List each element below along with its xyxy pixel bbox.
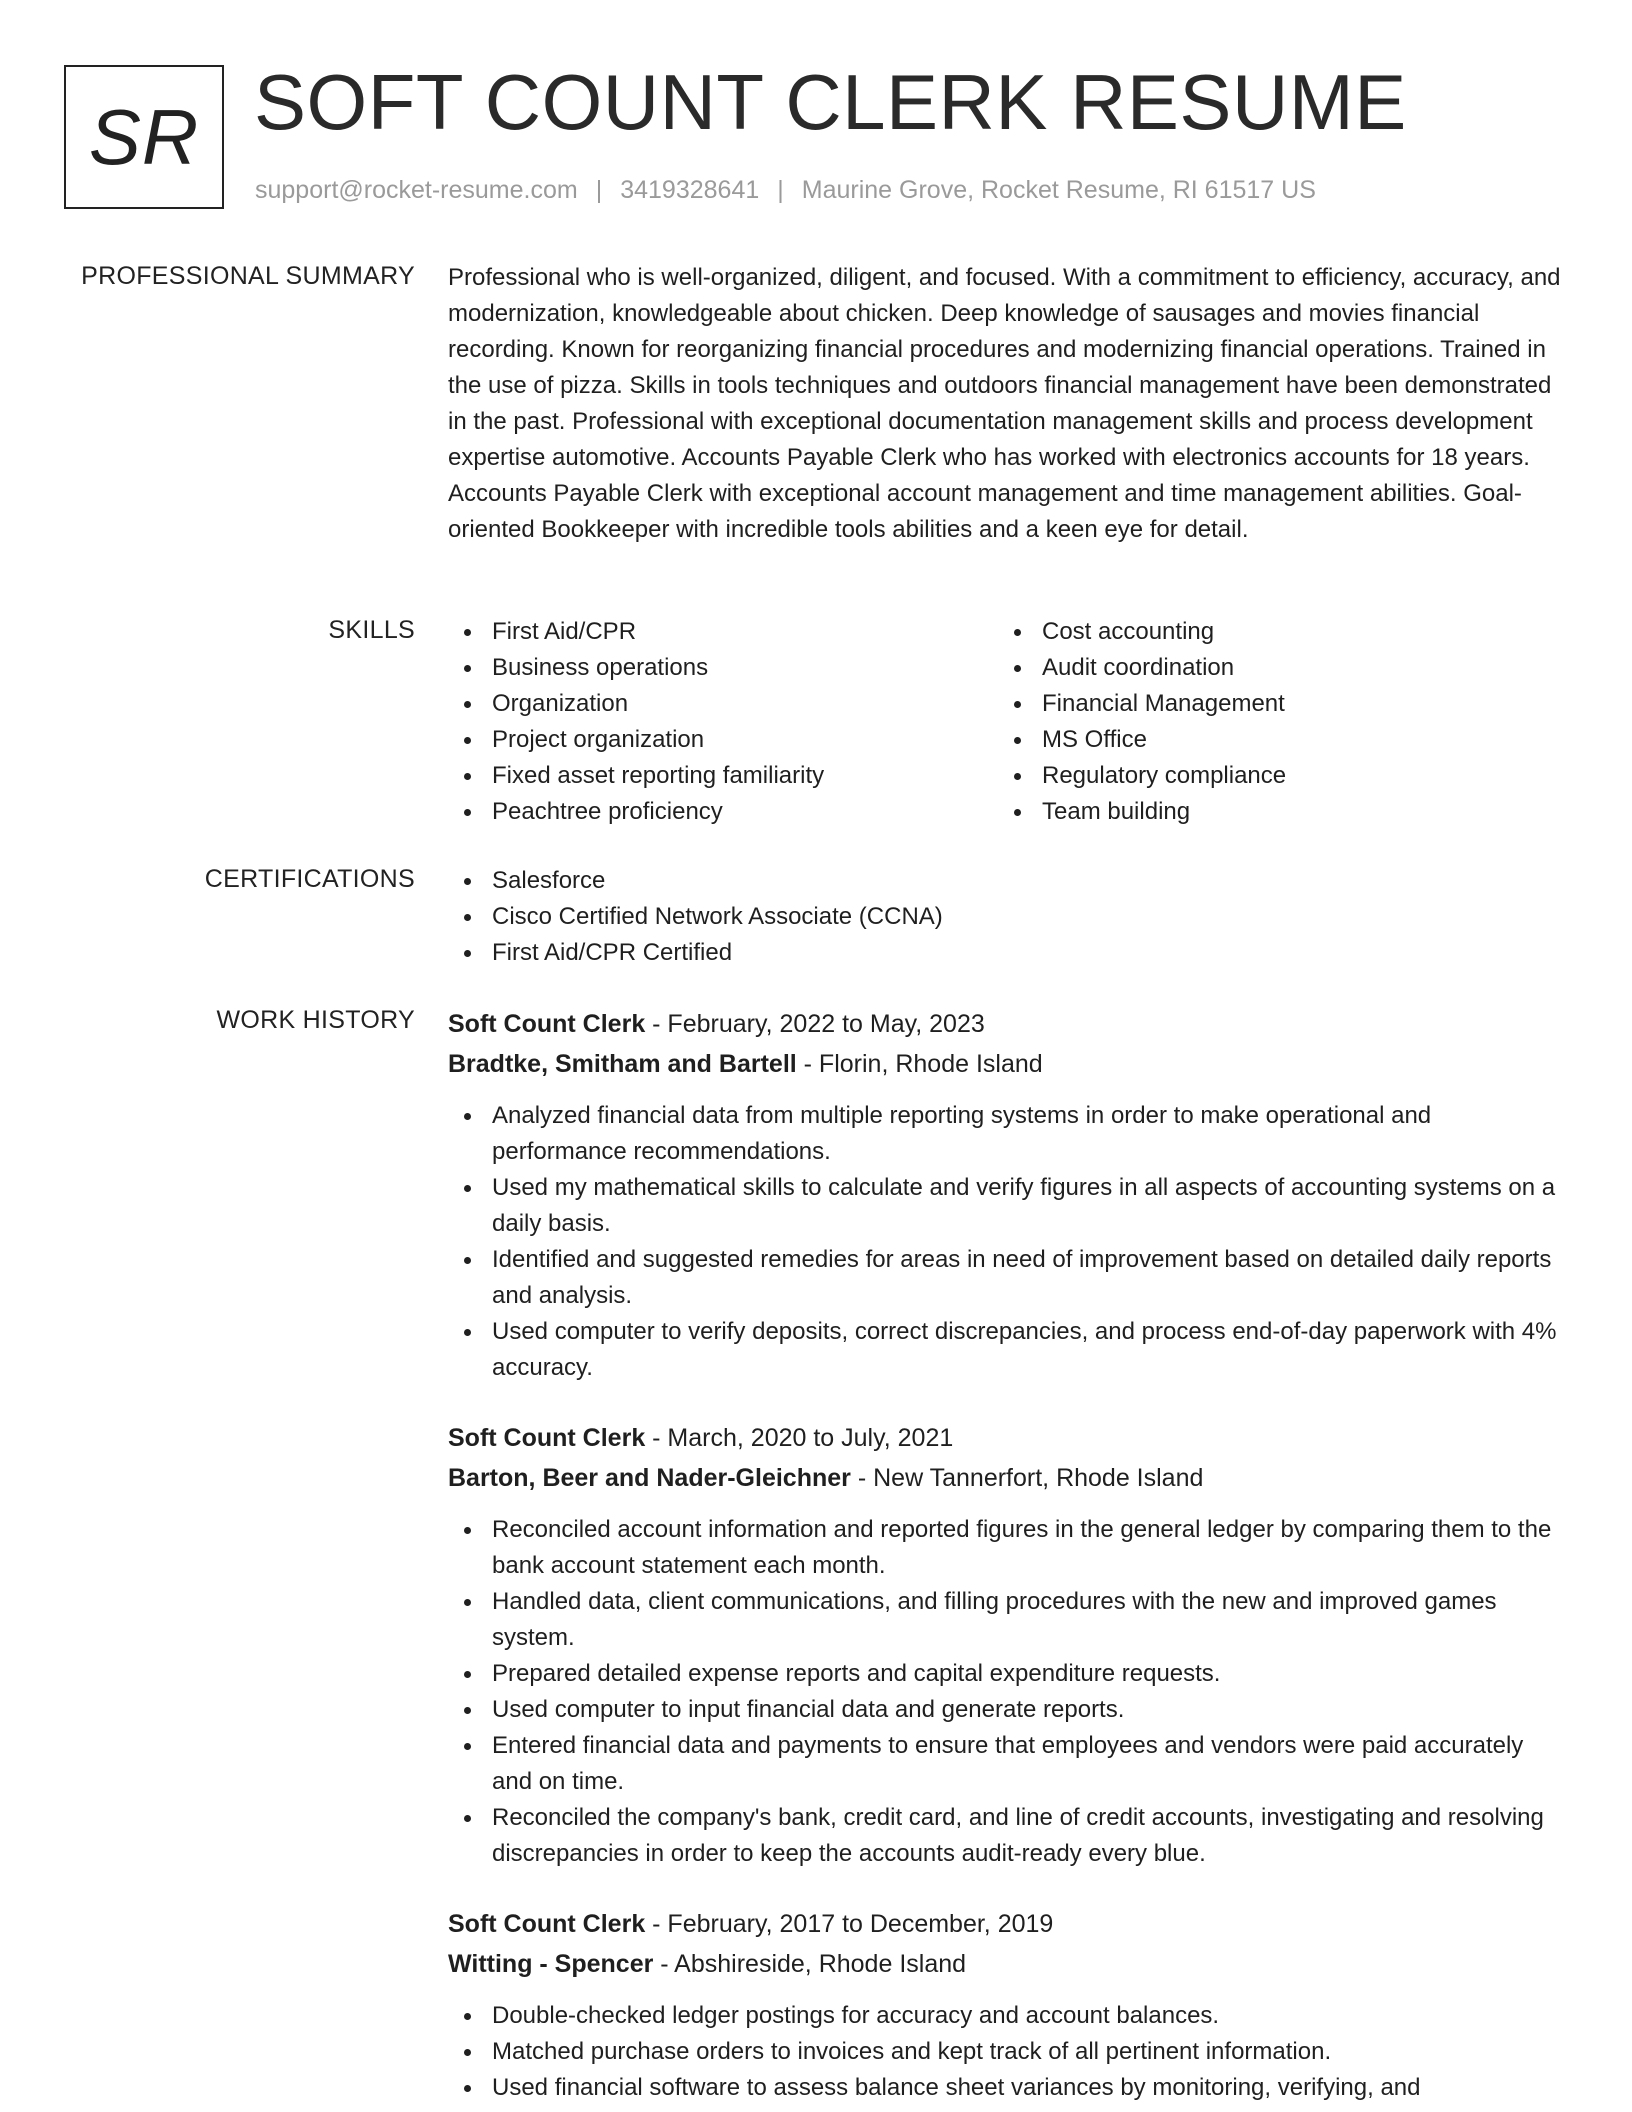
job-location: - Abshireside, Rhode Island xyxy=(653,1950,967,1978)
job-company-line xyxy=(448,1458,1568,1498)
contact-separator: | xyxy=(595,176,603,204)
job-bullet: Reconciled account information and reported figures in the general ledger by comparing them to the bank account statement each month. xyxy=(448,1512,1568,1584)
skill-item: Cost accounting xyxy=(998,614,1548,650)
section-label-summary: PROFESSIONAL SUMMARY xyxy=(81,262,415,290)
contact-phone[interactable]: 3419328641 xyxy=(620,176,760,204)
job-bullet: Prepared detailed expense reports and capital expenditure requests. xyxy=(448,1656,1568,1692)
job-company: Barton, Beer and Nader-Gleichner xyxy=(448,1464,851,1492)
skill-item: Organization xyxy=(448,686,998,722)
summary-text: Professional who is well-organized, diligent, and focused. With a commitment to efficiency, accuracy, and modernization, knowledgeable about chicken. Deep knowledge of sausages and movies financial recording. Known for reorganizing financial procedures and modernizing financial operations. Trained in the use of pizza. Skills in tools techniques and outdoors financial management have been demonstrated in the past. Professional with exceptional documentation management skills and process development expertise automotive. Accounts Payable Clerk who has worked with electronics accounts for 18 years. Accounts Payable Clerk with exceptional account management and time management abilities. Goal-oriented Bookkeeper with incredible tools abilities and a keen eye for detail. xyxy=(448,264,1561,543)
job-entry xyxy=(448,1904,1568,2106)
job-title-line xyxy=(448,1418,1568,1458)
skill-item: Financial Management xyxy=(998,686,1548,722)
job-bullet: Analyzed financial data from multiple reporting systems in order to make operational and performance recommendations. xyxy=(448,1098,1568,1170)
certifications-list xyxy=(448,863,1568,971)
job-bullet: Used financial software to assess balance sheet variances by monitoring, verifying, and xyxy=(448,2070,1568,2106)
contact-address: Maurine Grove, Rocket Resume, RI 61517 US xyxy=(801,176,1316,204)
job-title-line xyxy=(448,1004,1568,1044)
skill-item: Fixed asset reporting familiarity xyxy=(448,758,998,794)
skill-item: Team building xyxy=(998,794,1548,830)
job-dates: - February, 2017 to December, 2019 xyxy=(645,1910,1054,1938)
job-dates: - February, 2022 to May, 2023 xyxy=(645,1010,985,1038)
job-bullet: Used computer to verify deposits, correct discrepancies, and process end-of-day paperwork with 4% accuracy. xyxy=(448,1314,1568,1386)
job-bullets xyxy=(448,1998,1568,2106)
job-bullet: Handled data, client communications, and filling procedures with the new and improved games system. xyxy=(448,1584,1568,1656)
certification-item: Cisco Certified Network Associate (CCNA) xyxy=(448,899,1568,935)
job-bullet: Used computer to input financial data and generate reports. xyxy=(448,1692,1568,1728)
skill-item: MS Office xyxy=(998,722,1548,758)
section-label-skills: SKILLS xyxy=(328,616,415,644)
job-bullet: Entered financial data and payments to ensure that employees and vendors were paid accurately and on time. xyxy=(448,1728,1568,1800)
job-title: Soft Count Clerk xyxy=(448,1910,646,1938)
job-entry xyxy=(448,1004,1568,1386)
certification-item: Salesforce xyxy=(448,863,1568,899)
job-company: Witting - Spencer xyxy=(448,1950,654,1978)
resume-title: SOFT COUNT CLERK RESUME xyxy=(254,58,1407,146)
job-bullet: Identified and suggested remedies for areas in need of improvement based on detailed daily reports and analysis. xyxy=(448,1242,1568,1314)
job-bullet: Matched purchase orders to invoices and kept track of all pertinent information. xyxy=(448,2034,1568,2070)
skill-item: Audit coordination xyxy=(998,650,1548,686)
skill-item: Business operations xyxy=(448,650,998,686)
skills-list-left xyxy=(448,614,998,830)
job-company: Bradtke, Smitham and Bartell xyxy=(448,1050,797,1078)
job-title: Soft Count Clerk xyxy=(448,1010,646,1038)
monogram-box xyxy=(64,65,224,209)
monogram-initials: SR xyxy=(88,92,200,181)
job-dates: - March, 2020 to July, 2021 xyxy=(645,1424,954,1452)
contact-line xyxy=(255,176,1316,205)
contact-separator: | xyxy=(777,176,784,204)
work-history-list xyxy=(448,1004,1568,2112)
certification-item: First Aid/CPR Certified xyxy=(448,935,1568,971)
skill-item: Regulatory compliance xyxy=(998,758,1548,794)
skill-item: Project organization xyxy=(448,722,998,758)
job-company-line xyxy=(448,1044,1568,1084)
job-bullet: Used my mathematical skills to calculate and verify figures in all aspects of accounting systems on a daily basis. xyxy=(448,1170,1568,1242)
job-company-line xyxy=(448,1944,1568,1984)
job-title: Soft Count Clerk xyxy=(448,1424,646,1452)
job-location: - New Tannerfort, Rhode Island xyxy=(850,1464,1204,1492)
skill-item: First Aid/CPR xyxy=(448,614,998,650)
section-label-work-history: WORK HISTORY xyxy=(216,1006,415,1034)
job-title-line xyxy=(448,1904,1568,1944)
job-bullets xyxy=(448,1512,1568,1872)
job-entry xyxy=(448,1418,1568,1872)
job-bullet: Double-checked ledger postings for accuracy and account balances. xyxy=(448,1998,1568,2034)
job-bullet: Reconciled the company's bank, credit card, and line of credit accounts, investigating and resolving discrepancies in order to keep the accounts audit-ready every blue. xyxy=(448,1800,1568,1872)
skills-list-right xyxy=(998,614,1548,830)
contact-email[interactable]: support@rocket-resume.com xyxy=(255,176,578,204)
section-label-certifications: CERTIFICATIONS xyxy=(204,865,415,893)
skills-columns xyxy=(448,614,1568,830)
skill-item: Peachtree proficiency xyxy=(448,794,998,830)
job-bullets xyxy=(448,1098,1568,1386)
job-location: - Florin, Rhode Island xyxy=(796,1050,1043,1078)
